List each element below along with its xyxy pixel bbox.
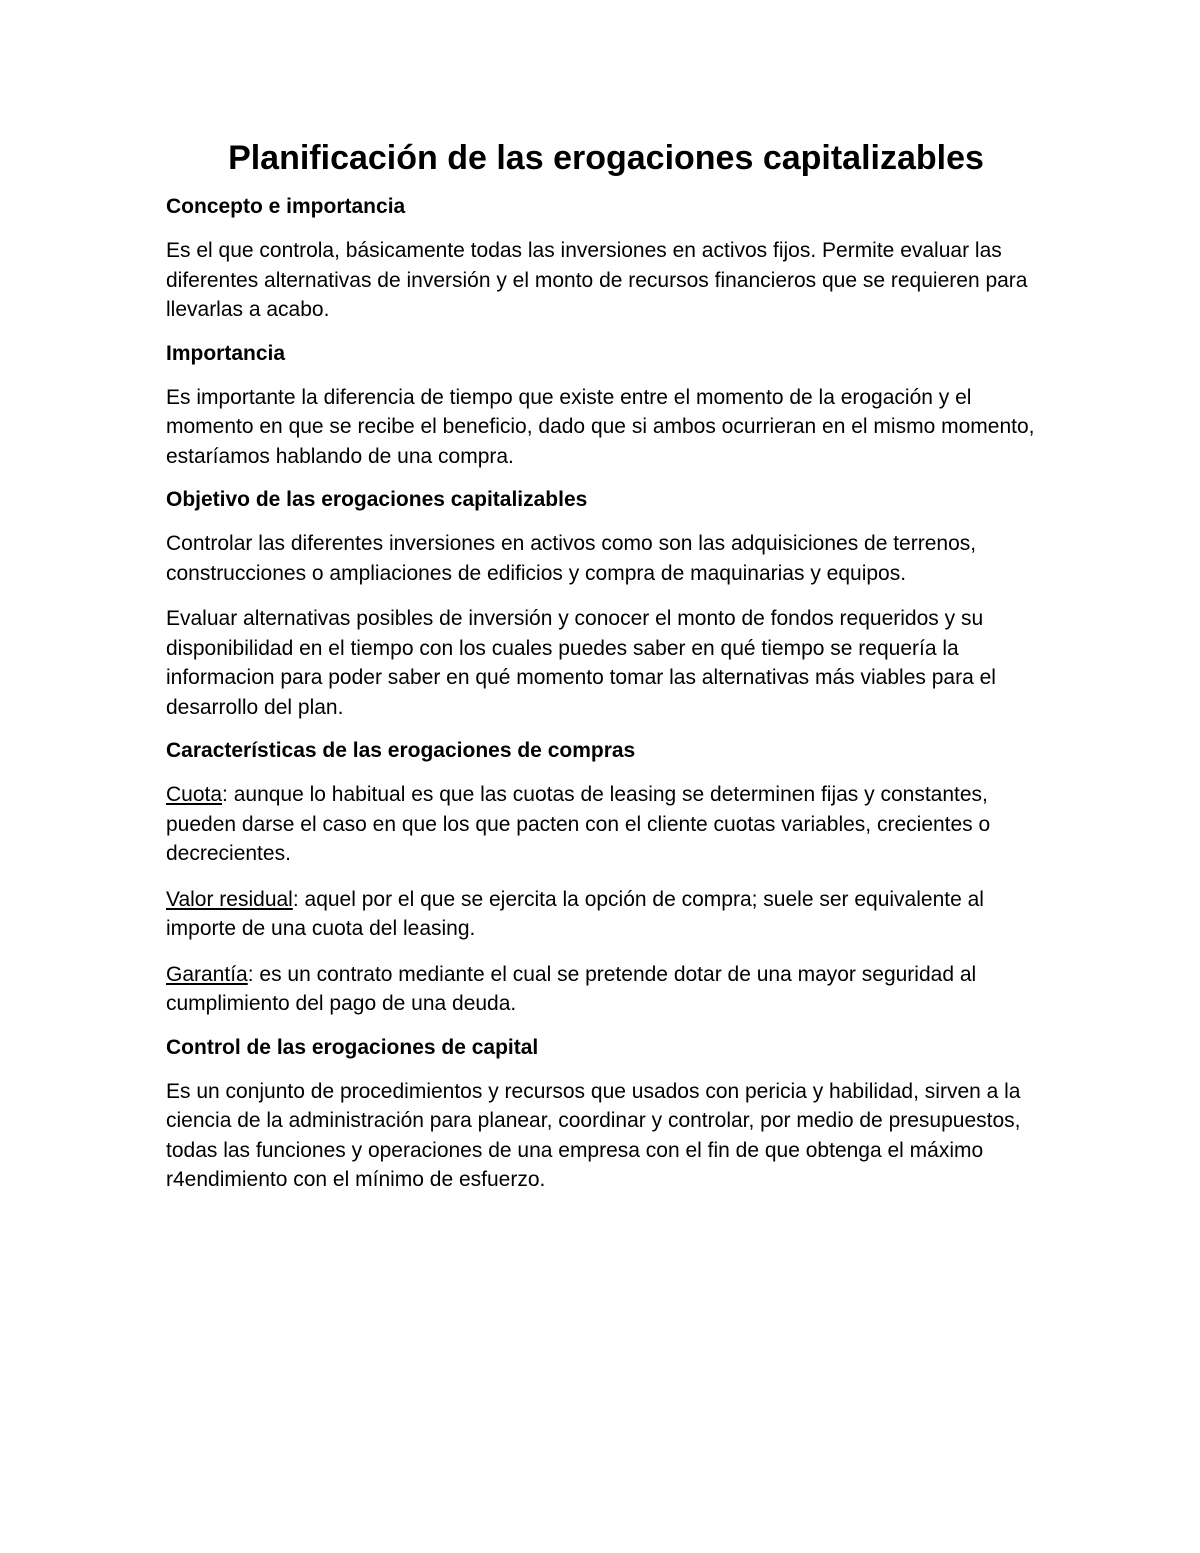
- section-heading-concepto: Concepto e importancia: [166, 195, 406, 218]
- term-cuota: Cuota: [166, 783, 223, 806]
- definition-text-cuota: : aunque lo habitual es que las cuotas de leasing se determinen fijas y constantes, pueden darse el caso en que los que pacten con el cliente cuotas variables, crecientes o decrecientes.: [166, 783, 991, 865]
- paragraph-objetivo-1: Controlar las diferentes inversiones en activos como son las adquisiciones de terrenos, construcciones o ampliaciones de edificios y compra de maquinarias y equipos.: [166, 532, 977, 585]
- definition-valor-residual: [166, 885, 1046, 944]
- paragraph-objetivo-2: Evaluar alternativas posibles de inversión y conocer el monto de fondos requeridos y su disponibilidad en el tiempo con los cuales puedes saber en qué tiempo se requería la informacion para poder saber en qué momento tomar las alternativas más viables para el desarrollo del plan.: [166, 607, 996, 719]
- term-valor-residual: Valor residual: [166, 887, 293, 911]
- definition-text-garantia: : es un contrato mediante el cual se pretende dotar de una mayor seguridad al cumplimiento del pago de una deuda.: [166, 962, 977, 1015]
- term-garantia: Garantía: [166, 962, 248, 986]
- definition-cuota: [166, 780, 1046, 869]
- section-heading-control: Control de las erogaciones de capital: [166, 1035, 539, 1059]
- paragraph-concepto: Es el que controla, básicamente todas las inversiones en activos fijos. Permite evaluar las diferentes alternativas de inversión y el monto de recursos financieros que se requieren para llevarlas a acabo.: [166, 239, 1028, 321]
- section-heading-importancia: Importancia: [166, 341, 286, 365]
- document-title: Planificación de las erogaciones capitalizables: [228, 139, 984, 177]
- paragraph-control: Es un conjunto de procedimientos y recursos que usados con pericia y habilidad, sirven a la ciencia de la administración para planear, coordinar y controlar, por medio de presupuestos, todas las funciones y operaciones de una empresa con el fin de que obtenga el máximo r4endimiento con el mínimo de esfuerzo.: [166, 1079, 1021, 1191]
- section-heading-objetivo: Objetivo de las erogaciones capitalizables: [166, 488, 588, 511]
- section-heading-caracteristicas: Características de las erogaciones de compras: [166, 739, 636, 762]
- document-page: [166, 136, 1046, 1211]
- definition-text-valor-residual: : aquel por el que se ejercita la opción de compra; suele ser equivalente al importe de una cuota del leasing.: [166, 887, 984, 940]
- paragraph-importancia: Es importante la diferencia de tiempo que existe entre el momento de la erogación y el momento en que se recibe el beneficio, dado que si ambos ocurrieran en el mismo momento, estaríamos hablando de una compra.: [166, 385, 1035, 468]
- definition-garantia: [166, 960, 1046, 1019]
